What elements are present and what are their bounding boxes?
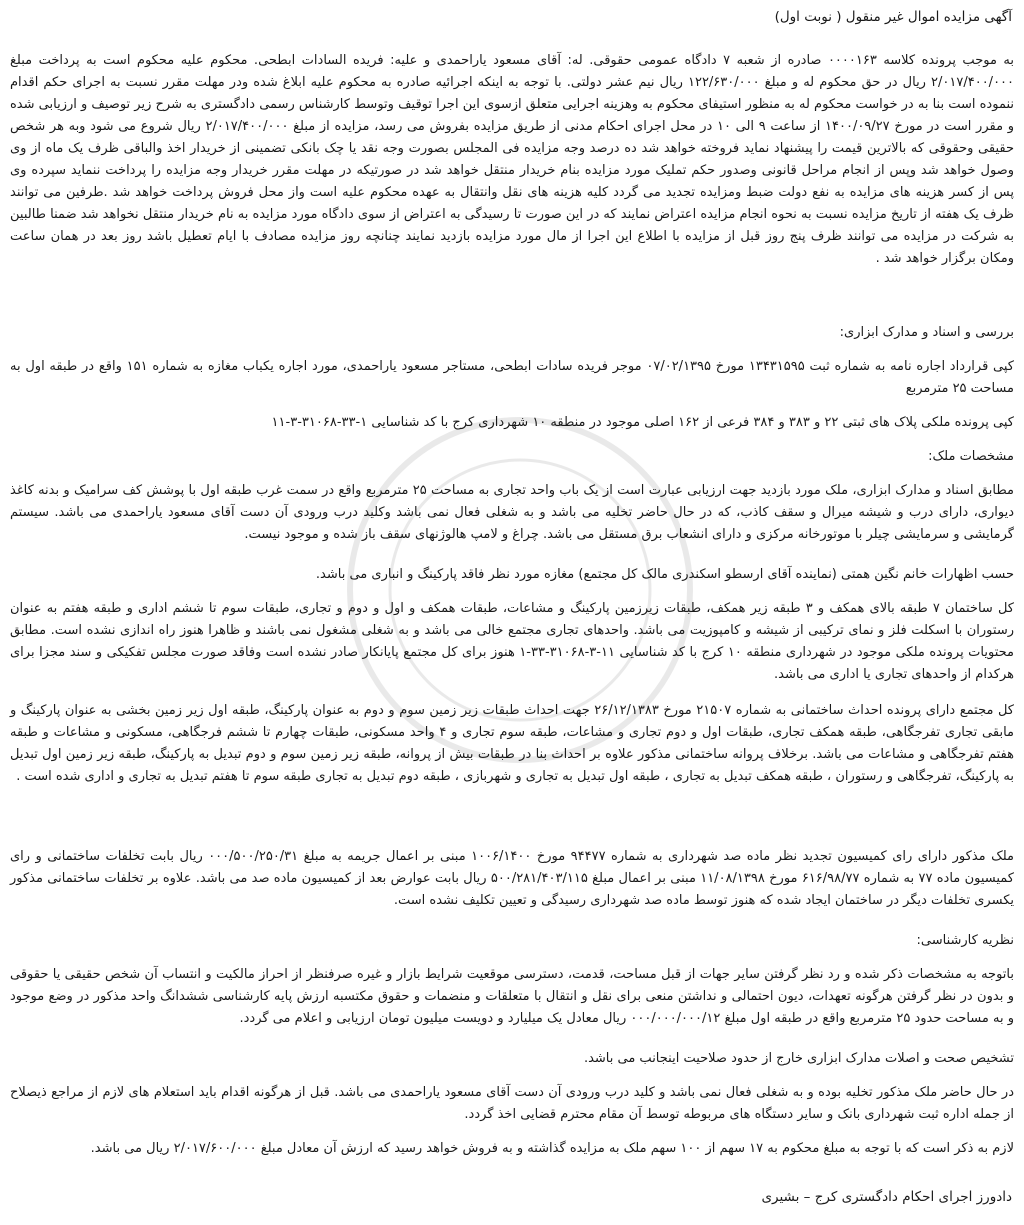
- documents-heading: بررسی و اسناد و مدارک ابزاری:: [839, 325, 1014, 340]
- registry-paragraph: کپی پرونده ملکی پلاک های ثبتی ۲۲ و ۳۸۳ و ۳۸۴ فرعی از ۱۶۲ اصلی موجود در منطقه ۱۰ شهرداری کرج با کد شناسایی ۱-۳۳-۳۱۰۶۸-۳-۱۱: [271, 415, 1014, 430]
- lease-paragraph: کپی قرارداد اجاره نامه به شماره ثبت ۱۳۴۳۱۵۹۵ مورخ ۰۷/۰۲/۱۳۹۵ موجر فریده سادات ابطحی، مستاجر مسعود یاراحمدی، مورد اجاره یکباب مغازه به شماره ۱۵۱ واقع در طبقه اول به مساحت ۲۵ مترمربع: [10, 359, 1014, 396]
- specs-heading: مشخصات ملک:: [928, 449, 1014, 464]
- document-title: آگهی مزایده اموال غیر منقول ( نوبت اول): [774, 9, 1012, 25]
- authenticity-paragraph: تشخیص صحت و اصلات مدارک ابزاری خارج از حدود صلاحیت اینجانب می باشد.: [583, 1051, 1014, 1066]
- note-paragraph: لازم به ذکر است که با توجه به مبلغ محکوم به ۱۷ سهم از ۱۰۰ سهم ملک به مزایده گذاشته و به فروش خواهد رسید که ارزش آن معادل مبلغ ۲/۰۱۷/۶۰۰/۰۰۰ ریال می باشد.: [90, 1141, 1014, 1156]
- signature-line: دادورز اجرای احکام دادگستری کرج – بشیری: [761, 1189, 1012, 1205]
- commission-paragraph: ملک مذکور دارای رای کمیسیون تجدید نظر ماده صد شهرداری به شماره ۹۴۴۷۷ مورخ ۱۰۰۶/۱۴۰۰ مبنی بر اعمال جریمه به مبلغ ۰۰۰/۵۰۰/۲۵۰/۳۱ ریال بابت تخلفات ساختمانی و رای کمیسیون ماده ۷۷ به شماره ۶۱۶/۹۸/۷۷ مورخ ۱۱/۰۸/۱۳۹۸ مبنی بر اعمال مبلغ ۵۰۰/۲۸۱/۴۰۳/۱۱۵ ریال بابت عوارض بعد از کمیسیون ماده صد می باشد. علاوه بر تخلفات ساختمانی مذکور یکسری تخلفات دیگر در ساختمان ایجاد شده که هنوز توسط ماده صد شهرداری رسیدگی و تعیین تکلیف نشده است.: [10, 849, 1014, 908]
- current-status-paragraph: در حال حاضر ملک مذکور تخلیه بوده و به شغلی فعال نمی باشد و کلید درب ورودی آن دست آقای مسعود یاراحمدی می باشد. قبل از هرگونه اقدام باید استعلام های لازم از مراجع ذیصلاح از جمله اداره ثبت شهرداری بانک و سایر دستگاه های مربوطه توسط آن مقام محترم قضایی اخذ گردد.: [10, 1085, 1014, 1122]
- auction-notice-document: [10, 0, 1014, 1225]
- permit-paragraph: کل مجتمع دارای پرونده احداث ساختمانی به شماره ۲۱۵۰۷ مورخ ۲۶/۱۲/۱۳۸۳ جهت احداث طبقات زیر زمین سوم و دوم به عنوان پارکینگ، طبقه اول زیر زمین بخشی به عنوان پارکینگ و مابقی تجاری تفرجگاهی، طبقه همکف تجاری، طبقات اول و دوم تجاری و مشاعات، طبقه سوم تجاری و ۴ واحد مسکونی، طبقات چهارم تا ششم فرجگاهی، مسکونی و مشاعات و طبقه هفتم تفرجگاهی و مشاعات می باشد. برخلاف پروانه ساختمانی مذکور علاوه بر احداث بنا در طبقات بیش از پروانه، طبقه زیر زمین سوم و دوم تبدیل به پارکینگ، طبقه زیر زمین اول تبدیل به پارکینگ، تفرجگاهی و رستوران ، طبقه همکف تبدیل به تجاری ، طبقه اول تبدیل به تجاری و شهربازی ، طبقه دوم تبدیل به تجاری طبقه سوم تا هفتم تبدیل به تجاری و اداری شده است .: [10, 703, 1014, 784]
- opinion-heading: نظریه کارشناسی:: [916, 933, 1014, 948]
- statement-paragraph: حسب اظهارات خانم نگین همتی (نماینده آقای ارسطو اسکندری مالک کل مجتمع) مغازه مورد نظر فاقد پارکینگ و انباری می باشد.: [315, 567, 1014, 582]
- building-paragraph: کل ساختمان ۷ طبقه بالای همکف و ۳ طبقه زیر همکف، طبقات زیرزمین پارکینگ و مشاعات، طبقات همکف و اول و دوم و تجاری، طبقات سوم تا ششم اداری و طبقه هفتم به عنوان رستوران با اسکلت فلز و نمای ترکیبی از شیشه و کامپوزیت می باشد. واحدهای تجاری مجتمع خالی می باشد و به شغلی مشغول نمی باشند و ظاهرا هنوز راه اندازی نشده است. مطابق محتویات پرونده ملکی موجود در شهرداری منطقه ۱۰ کرج با کد شناسایی ۱۱-۳-۳۱۰۶۸-۳۳-۱ هنوز برای کل مجتمع پایانکار صادر نشده است وفاقد صورت مجلس تفکیکی و سند مجزا برای هرکدام از واحدهای تجاری یا اداری می باشد.: [10, 601, 1014, 682]
- specs-paragraph: مطابق اسناد و مدارک ابزاری، ملک مورد بازدید جهت ارزیابی عبارت است از یک باب واحد تجاری به مساحت ۲۵ مترمربع واقع در سمت غرب طبقه اول با پوشش کف سرامیک و بدنه کاغذ دیواری، دارای درب و شیشه میرال و سقف کاذب، که در حال حاضر تخلیه می باشد و به شغلی فعال نمی باشد وکلید درب ورودی آن دست آقای مسعود یاراحمدی می باشد. سیستم گرمایشی و سرمایشی چیلر با موتورخانه مرکزی و دارای انشعاب برق مستقل می باشد. چراغ و لامپ هالوژنهای سقف باز شده و موجود نیست.: [10, 483, 1014, 542]
- opinion-paragraph: باتوجه به مشخصات ذکر شده و رد نظر گرفتن سایر جهات از قبل مساحت، قدمت، دسترسی موقعیت شرایط بازار و غیره صرفنظر از احراز مالکیت و انتساب آن شخص حقیقی یا حقوقی و بدون در نظر گرفتن هرگونه تعهدات، دیون احتمالی و نداشتن منعی برای نقل و انتقال با متعلقات و منضمات و حقوق مکتسبه ارزش پایه کارشناسی ششدانگ واحد مذکور در وضع موجود و به مساحت حدود ۲۵ مترمربع واقع در طبقه اول مبلغ ۰۰۰/۰۰۰/۰۰۰/۱۲ ریال معادل یک میلیارد و دویست میلیون تومان ارزیابی و اعلام می گردد.: [10, 967, 1014, 1026]
- intro-paragraph: به موجب پرونده کلاسه ۰۰۰۰۱۶۳ صادره از شعبه ۷ دادگاه عمومی حقوقی. له: آقای مسعود یاراحمدی و علیه: فریده السادات ابطحی. محکوم علیه محکوم است به پرداخت مبلغ ۲/۰۱۷/۴۰۰/۰۰۰ ریال در حق محکوم له و مبلغ ۱۲۲/۶۳۰/۰۰۰ ریال نیم عشر دولتی. با توجه به اینکه اجرائیه صادره به محکوم علیه ابلاغ شده ودر مهلت مقرر نسبت به اجرای حکم اقدام ننموده است بنا به در خواست محکوم له به منظور استیفای محکوم به وهزینه اجرایی متعلق ازسوی این اجرا توقیف وتوسط کارشناس رسمی دادگستری به شرح زیر توصیف و ارزیابی شده و مقرر است در مورخ ۱۴۰۰/۰۹/۲۷ از ساعت ۹ الی ۱۰ در محل اجرای احکام مدنی از طریق مزایده بفروش می رسد، مزایده از مبلغ ۲/۰۱۷/۴۰۰/۰۰۰ ریال شروع می شود وبه هر شخص حقیقی وحقوقی که بالاترین قیمت را پیشنهاد نماید فروخته خواهد شد ده درصد وجه مزایده فی المجلس بصورت وجه نقد یا چک بانکی تضمینی از خریدار اخذ والباقی ظرف یک ماه از وی وصول خواهد شد وپس از انجام مراحل قانونی وصدور حکم تملیک مورد مزایده بنام خریدار منتقل خواهد شد در صورتیکه در مهلت مقرر خریدار وجه مزایده را پرداخت ننماید سپرده وی پس از کسر هزینه های مزایده به نفع دولت ضبط ومزایده تجدید می گردد کلیه هزینه های نقل وانتقال به عهده محکوم علیه است واز محل فروش پرداخت خواهد شد .طرفین می توانند ظرف یک هفته از تاریخ مزایده نسبت به نحوه انجام مزایده اعتراض نمایند که در این صورت تا رسیدگی به اعتراض از سوی دادگاه مورد مزایده به نام خریدار منتقل نخواهد شد ضمنا طالبین به شرکت در مزایده می توانند ظرف پنج روز قبل از مزایده با اطلاع این اجرا از مال مورد مزایده بازدید نمایند چنانچه روز مزایده مصادف با ایام تعطیل باشد روز بعد در همان ساعت ومکان برگزار خواهد شد .: [10, 53, 1015, 266]
